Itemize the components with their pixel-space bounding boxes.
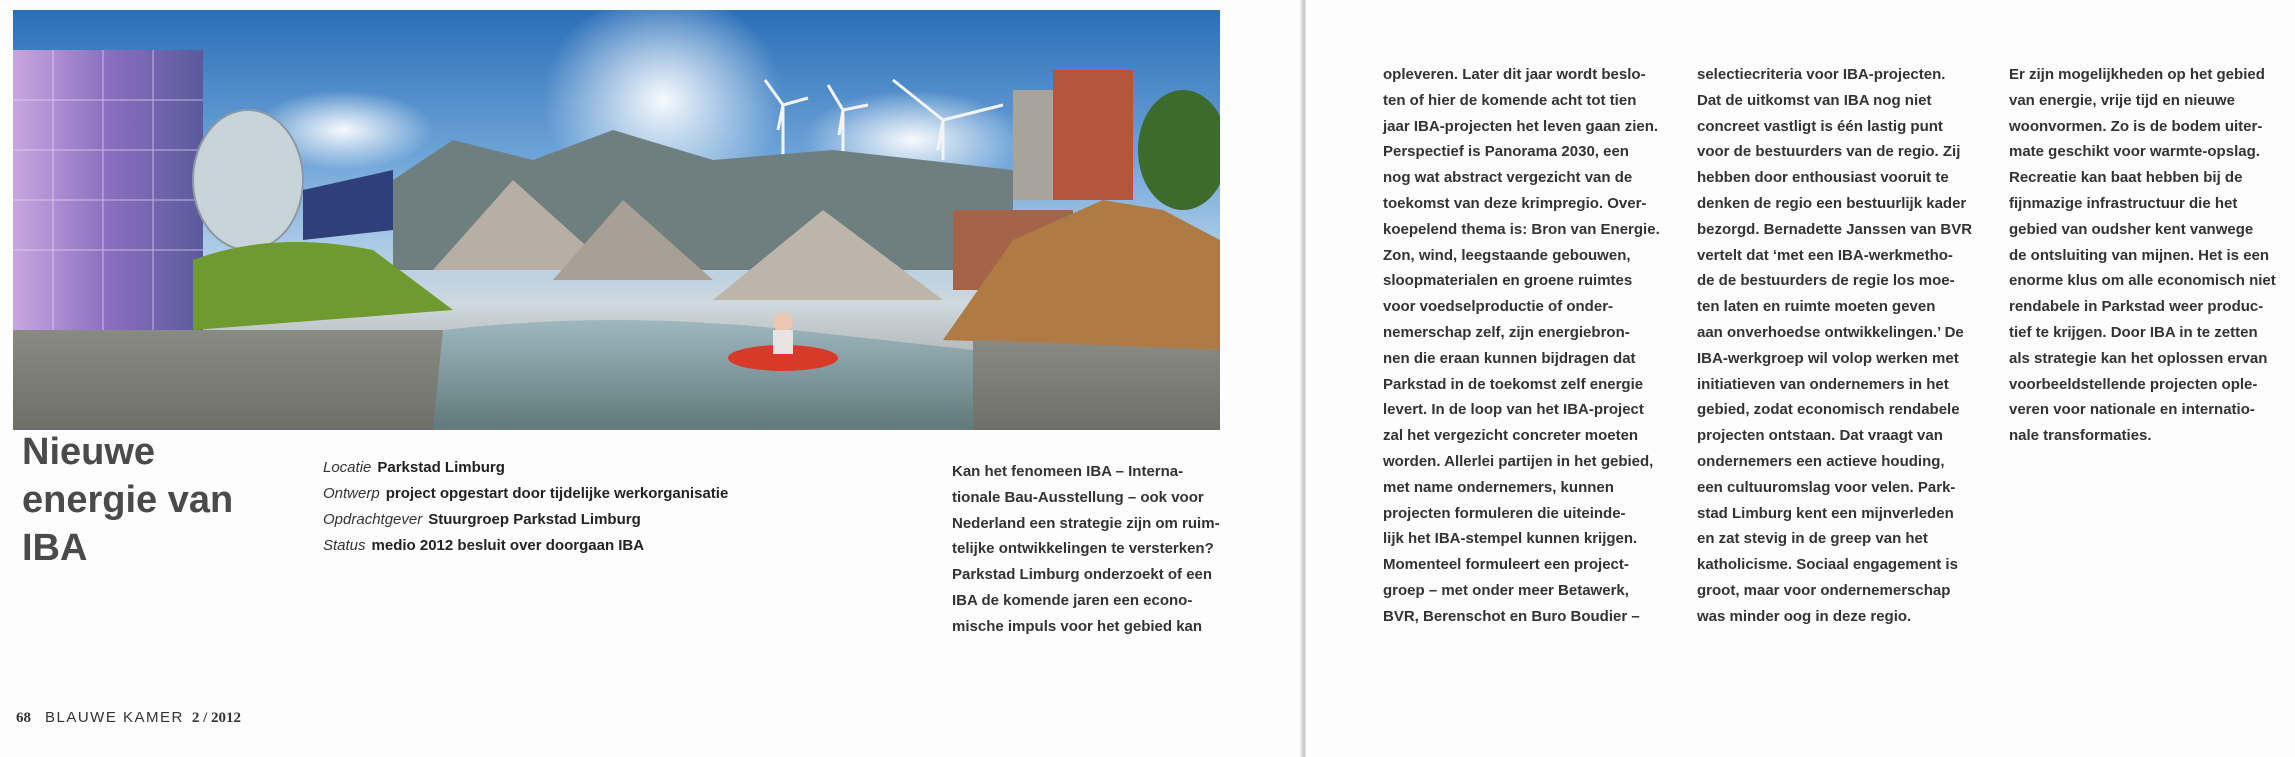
brick-tower [1053,70,1133,200]
text-line: nog wat abstract vergezicht van de [1383,169,1633,187]
text-line: tionale Bau-Ausstellung – ook voor [952,488,1204,506]
lattice-building [193,110,303,250]
text-line: groot, maar voor ondernemerschap [1697,581,1951,599]
text-line: van energie, vrije tijd en nieuwe [2009,91,2235,109]
article-title [22,428,272,572]
meta-value: Stuurgroep Parkstad Limburg [428,511,641,528]
text-line: veren voor nationale en internatio- [2009,401,2255,419]
text-line: mische impuls voor het gebied kan [952,617,1203,635]
text-line: projecten ontstaan. Dat vraagt van [1697,427,1943,445]
text-line: de de bestuurders de regie los moe- [1697,272,1955,290]
text-line: concreet vastligt is één lastig punt [1697,117,1943,135]
text-line: rendabele in Parkstad weer produc- [2009,298,2264,316]
text-line: Parkstad in de toekomst zelf energie [1383,375,1644,393]
meta-label: Locatie [323,459,372,476]
text-line: BVR, Berenschot en Buro Boudier – [1383,607,1640,625]
meta-row-ontwerp [323,481,843,507]
text-line: denken de regio een bestuurlijk kader [1697,194,1967,212]
intro-paragraph [952,459,1222,640]
text-line: en zat stevig in de greep van het [1697,530,1928,548]
glass-building [13,50,203,330]
text-line: sloopmaterialen en groene ruimtes [1383,272,1633,290]
meta-label: Opdrachtgever [323,511,423,528]
text-line: nen die eraan kunnen bijdragen dat [1383,349,1636,367]
title-line: energie van [22,479,234,521]
meta-value: project opgestart door tijdelijke werkorganisatie [385,485,729,502]
meta-label: Ontwerp [323,485,380,502]
text-line: jaar IBA-projecten het leven gaan zien. [1383,117,1659,135]
text-line: opleveren. Later dit jaar wordt beslo- [1383,66,1646,83]
text-column-3 [2009,62,2289,449]
text-line: Nederland een strategie zijn om ruim- [952,514,1220,532]
meta-value: Parkstad Limburg [377,459,505,476]
ground-left [13,330,443,430]
ground-right [973,340,1220,430]
text-line: nemerschap zelf, zijn energiebron- [1383,323,1630,341]
text-line: worden. Allerlei partijen in het gebied, [1383,452,1654,470]
text-line: ten of hier de komende acht tot tien [1383,91,1637,109]
text-line: fijnmazige infrastructuur die het [2009,194,2238,212]
text-line: koepelend thema is: Bron van Energie. [1383,220,1660,238]
energy-landscape-collage [13,10,1220,430]
text-line: telijke ontwikkelingen te versterken? [952,540,1214,558]
text-line: selectiecriteria voor IBA-projecten. [1697,66,1946,83]
text-line: Er zijn mogelijkheden op het gebied [2009,66,2265,83]
river [433,320,973,430]
text-line: bezorgd. Bernadette Janssen van BVR [1697,220,1973,238]
magazine-name: BLAUWE KAMER [45,709,184,726]
text-line: Kan het fenomeen IBA – Interna- [952,463,1184,480]
text-line: Dat de uitkomst van IBA nog niet [1697,91,1932,109]
meta-row-locatie [323,455,843,481]
text-line: groep – met onder meer Betawerk, [1383,581,1629,599]
text-line: voor voedselproductie of onder- [1383,298,1614,316]
text-line: Momenteel formuleert een project- [1383,556,1629,574]
text-line: Parkstad Limburg onderzoekt of een [952,566,1213,584]
text-line: katholicisme. Sociaal engagement is [1697,556,1958,574]
concrete-block [1013,90,1053,200]
text-line: Perspectief is Panorama 2030, een [1383,143,1629,161]
page-number: 68 [16,710,31,726]
text-line: levert. In de loop van het IBA-project [1383,401,1644,419]
meta-value: medio 2012 besluit over doorgaan IBA [371,537,645,554]
text-line: de ontsluiting van mijnen. Het is een [2009,246,2270,264]
solar-panels [303,170,393,240]
text-line: enorme klus om alle economisch niet [2009,272,2276,290]
trees [1138,90,1220,210]
text-line: projecten formuleren die uiteinde- [1383,504,1626,522]
text-line: vertelt dat ‘met een IBA-werkmetho- [1697,246,1953,264]
project-metadata [323,455,843,559]
text-line: ten laten en ruimte moeten geven [1697,298,1936,316]
text-line: was minder oog in deze regio. [1697,607,1912,625]
text-line: IBA de komende jaren een econo- [952,591,1193,609]
page-footer [16,709,241,727]
text-column-1 [1383,62,1673,630]
text-line: ondernemers een actieve houding, [1697,452,1945,470]
text-line: Zon, wind, leegstaande gebouwen, [1383,246,1631,264]
text-line: IBA-werkgroep wil volop werken met [1697,349,1959,367]
text-line: aan onverhoedse ontwikkelingen.’ De [1697,323,1964,341]
text-line: gebied van oudsher kent vanwege [2009,220,2254,238]
title-line: IBA [22,527,88,569]
meta-label: Status [323,537,366,554]
meta-row-status [323,533,843,559]
collage-illustration [13,10,1220,430]
text-line: woonvormen. Zo is de bodem uiter- [2009,117,2263,135]
text-line: voor de bestuurders van de regio. Zij [1697,143,1961,161]
rafter [773,312,793,332]
text-line: gebied, zodat economisch rendabele [1697,401,1960,419]
text-line: zal het vergezicht concreter moeten [1383,427,1639,445]
text-line: met name ondernemers, kunnen [1383,478,1614,496]
text-line: stad Limburg kent een mijnverleden [1697,504,1954,522]
text-line: voorbeeldstellende projecten ople- [2009,375,2258,393]
text-column-2 [1697,62,1987,630]
text-line: tief te krijgen. Door IBA in te zetten [2009,323,2258,341]
text-line: hebben door enthousiast vooruit te [1697,169,1949,187]
title-line: Nieuwe [22,431,156,473]
text-line: lijk het IBA-stempel kunnen krijgen. [1383,530,1638,548]
issue-number: 2 / 2012 [191,710,242,726]
meta-row-opdrachtgever [323,507,843,533]
text-line: mate geschikt voor warmte-opslag. [2009,143,2260,161]
text-line: nale transformaties. [2009,427,2152,445]
text-line: een cultuuromslag voor velen. Park- [1697,478,1956,496]
text-line: initiatieven van ondernemers in het [1697,375,1949,393]
text-line: Recreatie kan baat hebben bij de [2009,169,2243,187]
text-line: als strategie kan het oplossen ervan [2009,349,2268,367]
text-line: toekomst van deze krimpregio. Over- [1383,194,1647,212]
